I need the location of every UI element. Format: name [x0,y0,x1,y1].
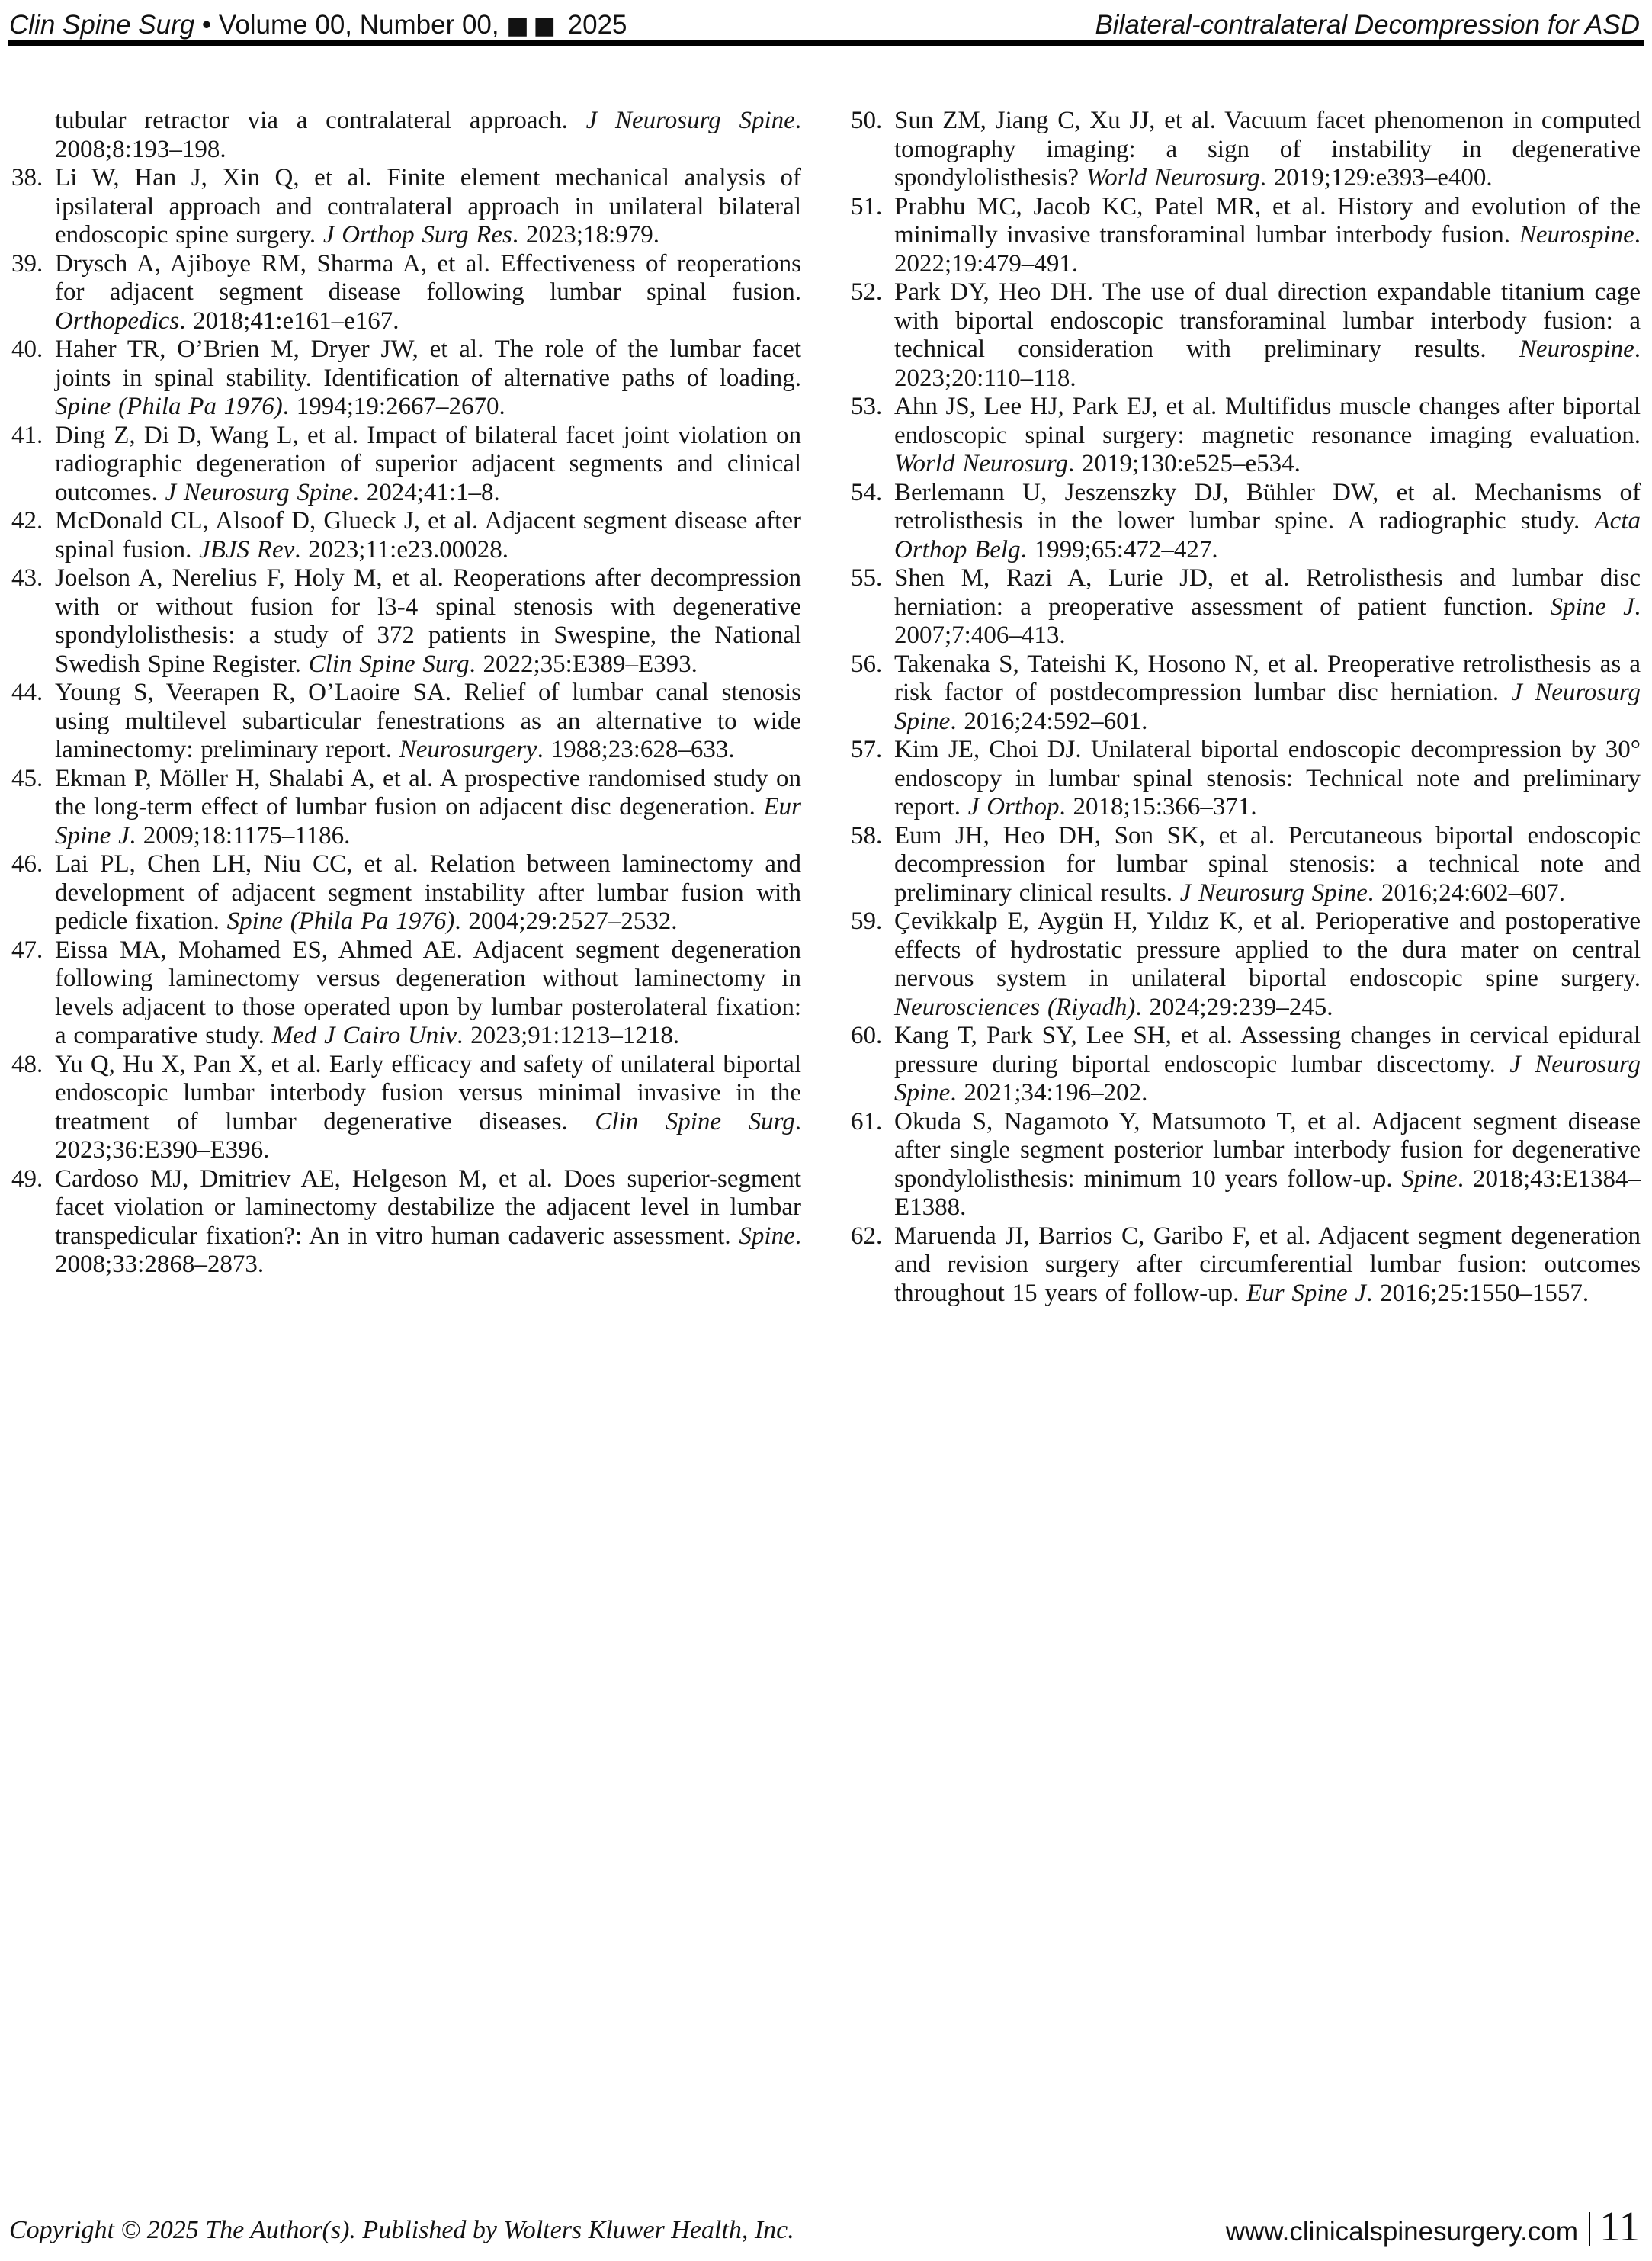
reference-number: 42. [11,507,43,535]
reference-number: 54. [851,478,883,506]
reference-number: 50. [851,107,883,134]
reference-item: 49. Cardoso MJ, Dmitriev AE, Helgeson M, et al. Does superior-segment facet violation or laminectomy destabilize the adjacent level in lumbar transpedicular fixation?: An in vitro human cadaveric assessment. Spine. 2008;33:2868–2873. [11,1164,801,1278]
reference-item: 55. Shen M, Razi A, Lurie JD, et al. Retrolisthesis and lumbar disc herniation: a preoperative assessment of patient function. Spine J. 2007;7:406–413. [851,564,1641,649]
journal-url: www.clinicalspinesurgery.com [1225,2217,1579,2247]
reference-item: 42. McDonald CL, Alsoof D, Glueck J, et al. Adjacent segment disease after spinal fusion. JBJS Rev. 2023;11:e23.00028. [11,507,801,564]
reference-item: 50. Sun ZM, Jiang C, Xu JJ, et al. Vacuum facet phenomenon in computed tomography imaging: a sign of instability in degenerative spondylolisthesis? World Neurosurg. 2019;129:e393–e400. [851,107,1641,191]
journal-header: Clin Spine Surg • Volume 00, Number 00, ■■ 2025 [9,10,627,40]
reference-number: 52. [851,278,883,306]
reference-item: 48. Yu Q, Hu X, Pan X, et al. Early efficacy and safety of unilateral biportal endoscopic lumbar interbody fusion versus minimal invasive in the treatment of lumbar degenerative diseases. Clin Spine Surg. 2023;36:E390–E396. [11,1050,802,1164]
reference-item: 47. Eissa MA, Mohamed ES, Ahmed AE. Adjacent segment degeneration following laminectomy versus degeneration without laminectomy in levels adjacent to those operated upon by lumbar posterolateral fixation: a comparative study. Med J Cairo Univ. 2023;91:1213–1218. [11,936,801,1049]
reference-number: 56. [851,650,883,678]
reference-number: 62. [851,1222,883,1250]
page-number: 11 [1599,2203,1640,2250]
reference-item: tubular retractor via a contralateral approach. J Neurosurg Spine. 2008;8:193–198. [55,107,802,163]
reference-number: 41. [11,421,43,449]
reference-item: 45. Ekman P, Möller H, Shalabi A, et al. A prospective randomised study on the long-term effect of lumbar fusion on adjacent disc degeneration. Eur Spine J. 2009;18:1175–1186. [11,764,801,849]
reference-number: 61. [851,1107,883,1135]
reference-number: 51. [851,192,883,220]
reference-number: 38. [11,164,43,191]
reference-number: 39. [11,249,43,278]
header-rule [8,40,1644,46]
reference-number: 55. [851,564,883,592]
reference-item: 56. Takenaka S, Tateishi K, Hosono N, et al. Preoperative retrolisthesis as a risk factor of postdecompression lumbar disc herniation. J Neurosurg Spine. 2016;24:592–601. [851,650,1641,735]
reference-item: 59. Çevikkalp E, Aygün H, Yıldız K, et al. Perioperative and postoperative effects of hydrostatic pressure applied to the dura mater on central nervous system in unilateral biportal endoscopic spine surgery. Neurosciences (Riyadh). 2024;29:239–245. [851,907,1641,1021]
reference-item: 51. Prabhu MC, Jacob KC, Patel MR, et al. History and evolution of the minimally invasive transforaminal lumbar interbody fusion. Neurospine. 2022;19:479–491. [851,192,1641,278]
reference-item: 57. Kim JE, Choi DJ. Unilateral biportal endoscopic decompression by 30° endoscopy in lumbar spinal stenosis: Technical note and preliminary report. J Orthop. 2018;15:366–371. [851,736,1641,821]
reference-item: 46. Lai PL, Chen LH, Niu CC, et al. Relation between laminectomy and development of adjacent segment instability after lumbar fusion with pedicle fixation. Spine (Phila Pa 1976). 2004;29:2527–2532. [11,850,801,935]
reference-number: 48. [11,1050,43,1078]
references-column-right [851,107,1641,1308]
reference-number: 47. [11,936,43,964]
reference-item: 40. Haher TR, O’Brien M, Dryer JW, et al. The role of the lumbar facet joints in spinal stability. Identification of alternative paths of loading. Spine (Phila Pa 1976). 1994;19:2667–2670. [11,336,801,420]
reference-item: 54. Berlemann U, Jeszenszky DJ, Bühler DW, et al. Mechanisms of retrolisthesis in the lower lumbar spine. A radiographic study. Acta Orthop Belg. 1999;65:472–427. [851,478,1641,564]
references-column-left [11,107,801,1280]
reference-number: 43. [11,564,43,592]
reference-number: 58. [851,821,883,849]
reference-number: 59. [851,907,883,935]
reference-item: 62. Maruenda JI, Barrios C, Garibo F, et al. Adjacent segment degeneration and revision surgery after circumferential lumbar fusion: outcomes throughout 15 years of follow-up. Eur Spine J. 2016;25:1550–1557. [851,1222,1641,1307]
reference-number: 46. [11,850,43,878]
reference-item: 53. Ahn JS, Lee HJ, Park EJ, et al. Multifidus muscle changes after biportal endoscopic spinal surgery: magnetic resonance imaging evaluation. World Neurosurg. 2019;130:e525–e534. [851,393,1641,477]
reference-number: 44. [11,679,43,706]
reference-item: 44. Young S, Veerapen R, O’Laoire SA. Relief of lumbar canal stenosis using multilevel subarticular fenestrations as an alternative to wide laminectomy: preliminary report. Neurosurgery. 1988;23:628–633. [11,679,801,763]
reference-item: 52. Park DY, Heo DH. The use of dual direction expandable titanium cage with biportal endoscopic transforaminal lumbar interbody fusion: a technical consideration with preliminary results. Neurospine. 2023;20:110–118. [851,278,1641,392]
copyright-line: Copyright © 2025 The Author(s). Published by Wolters Kluwer Health, Inc. [9,2216,794,2244]
reference-number: 45. [11,764,43,792]
reference-item: 38. Li W, Han J, Xin Q, et al. Finite element mechanical analysis of ipsilateral approach and contralateral approach in unilateral bilateral endoscopic spine surgery. J Orthop Surg Res. 2023;18:979. [11,164,801,249]
reference-number: 57. [851,736,883,763]
reference-item: 60. Kang T, Park SY, Lee SH, et al. Assessing changes in cervical epidural pressure during biportal endoscopic lumbar discectomy. J Neurosurg Spine. 2021;34:196–202. [851,1022,1641,1106]
reference-item: 41. Ding Z, Di D, Wang L, et al. Impact of bilateral facet joint violation on radiographic degeneration of superior adjacent segments and clinical outcomes. J Neurosurg Spine. 2024;41:1–8. [11,421,801,506]
reference-item: 39. Drysch A, Ajiboye RM, Sharma A, et al. Effectiveness of reoperations for adjacent segment disease following lumbar spinal fusion. Orthopedics. 2018;41:e161–e167. [11,249,801,335]
footer-meta [1226,2202,1640,2250]
reference-number: 40. [11,336,43,363]
running-title: Bilateral-contralateral Decompression for ASD [1095,10,1640,40]
reference-item: 58. Eum JH, Heo DH, Son SK, et al. Percutaneous biportal endoscopic decompression for lumbar spinal stenosis: a technical note and preliminary clinical results. J Neurosurg Spine. 2016;24:602–607. [851,821,1641,907]
reference-item: 61. Okuda S, Nagamoto Y, Matsumoto T, et al. Adjacent segment disease after single segment posterior lumbar interbody fusion for degenerative spondylolisthesis: minimum 10 years follow-up. Spine. 2018;43:E1384–E1388. [851,1107,1641,1221]
reference-number: 60. [851,1022,883,1049]
reference-number: 53. [851,393,883,420]
reference-number: 49. [11,1164,43,1193]
page-number-separator [1589,2212,1590,2246]
reference-item: 43. Joelson A, Nerelius F, Holy M, et al. Reoperations after decompression with or without fusion for l3-4 spinal stenosis with degenerative spondylolisthesis: a study of 372 patients in Swespine, the National Swedish Spine Register. Clin Spine Surg. 2022;35:E389–E393. [11,564,801,678]
